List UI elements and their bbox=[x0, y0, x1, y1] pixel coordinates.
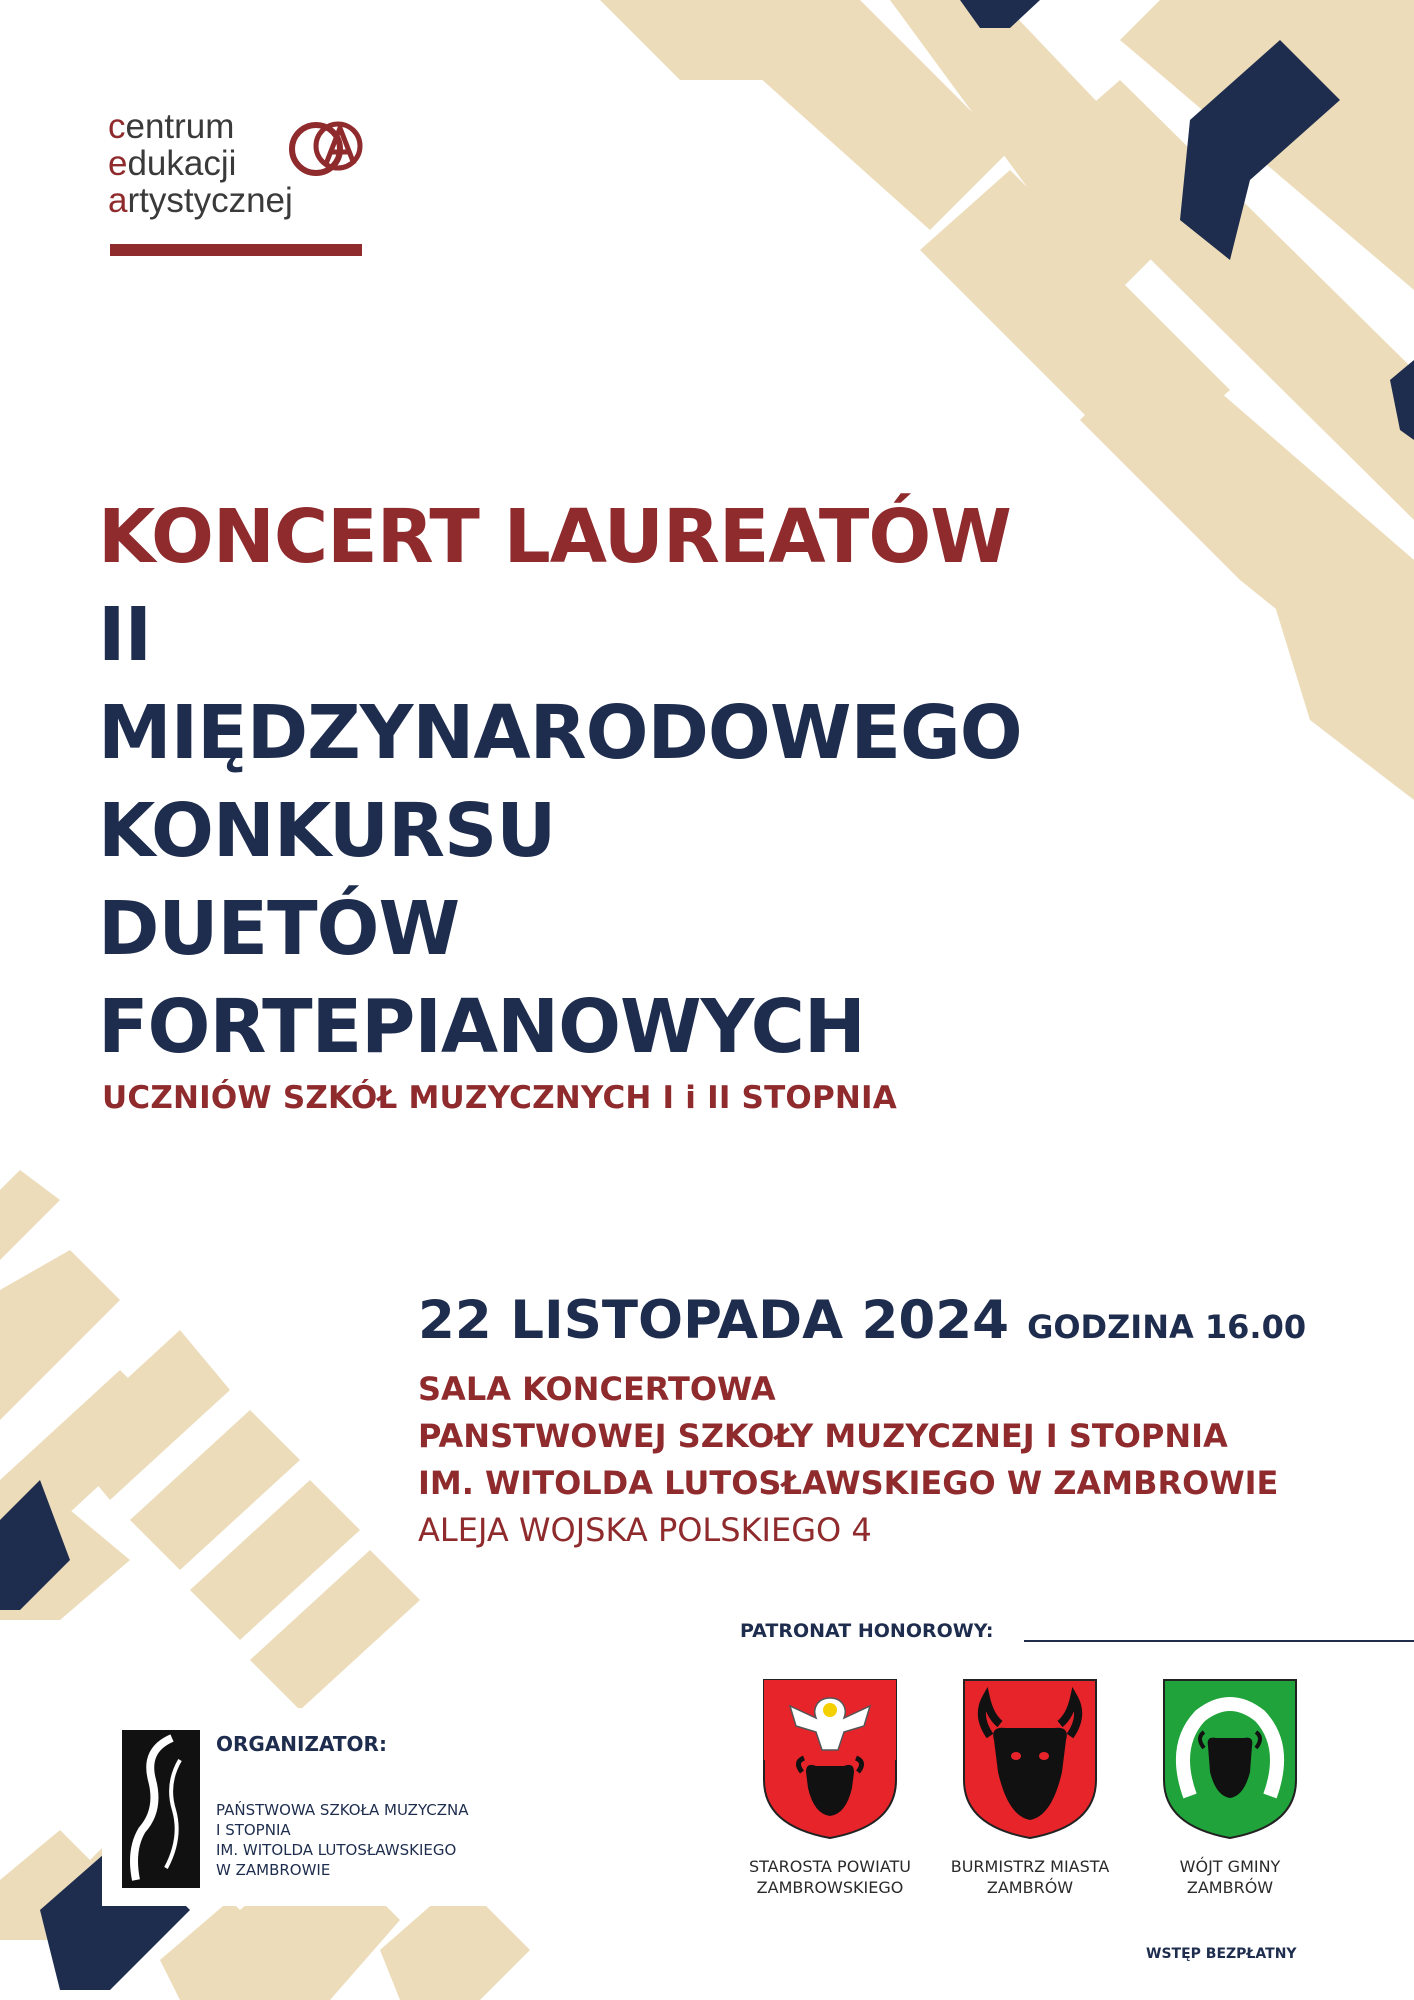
event-date-time bbox=[418, 1290, 1306, 1351]
logo-word-artystycznej: rtystycznej bbox=[127, 181, 293, 220]
event-venue bbox=[418, 1366, 1278, 1554]
event-time: GODZINA 16.00 bbox=[1027, 1308, 1307, 1346]
venue-line-1: SALA KONCERTOWA bbox=[418, 1370, 776, 1408]
town-crest-icon bbox=[960, 1676, 1100, 1842]
organizer-line-3: IM. WITOLDA LUTOSŁAWSKIEGO bbox=[216, 1841, 457, 1859]
town-caption bbox=[930, 1856, 1130, 1898]
event-date: 22 LISTOPADA 2024 bbox=[418, 1290, 1010, 1351]
cea-logo bbox=[108, 108, 378, 268]
commune-caption-line-1: WÓJT GMINY bbox=[1179, 1857, 1281, 1876]
commune-caption-line-2: ZAMBRÓW bbox=[1186, 1878, 1274, 1897]
logo-letter-e: e bbox=[108, 144, 128, 183]
title-subtitle: UCZNIÓW SZKÓŁ MUZYCZNYCH I i II STOPNIA bbox=[102, 1080, 897, 1116]
town-caption-line-1: BURMISTRZ MIASTA bbox=[950, 1857, 1110, 1876]
patronage-label: PATRONAT HONOROWY: bbox=[740, 1620, 994, 1642]
organizer-box bbox=[102, 1708, 528, 1906]
county-crest-icon bbox=[760, 1676, 900, 1842]
organizer-line-1: PAŃSTWOWA SZKOŁA MUZYCZNA bbox=[216, 1801, 469, 1819]
organizer-name bbox=[216, 1800, 469, 1880]
concert-title bbox=[98, 488, 1198, 1076]
logo-letter-c: c bbox=[108, 107, 126, 146]
free-admission: WSTĘP BEZPŁATNY bbox=[1146, 1946, 1297, 1962]
cea-monogram-icon bbox=[286, 116, 374, 182]
venue-line-3: IM. WITOLDA LUTOSŁAWSKIEGO W ZAMBROWIE bbox=[418, 1464, 1279, 1502]
county-caption-line-1: STAROSTA POWIATU bbox=[748, 1857, 912, 1876]
title-line-2: II bbox=[98, 592, 152, 678]
title-line-4: KONKURSU bbox=[98, 788, 556, 874]
town-caption-line-2: ZAMBRÓW bbox=[986, 1878, 1074, 1897]
school-logo-icon bbox=[122, 1730, 200, 1888]
commune-crest-icon bbox=[1160, 1676, 1300, 1842]
logo-word-edukacji: dukacji bbox=[127, 144, 237, 183]
title-line-5: DUETÓW bbox=[98, 886, 460, 972]
patronage-divider bbox=[1024, 1640, 1414, 1642]
organizer-line-2: I STOPNIA bbox=[216, 1821, 291, 1839]
organizer-label: ORGANIZATOR: bbox=[216, 1732, 387, 1756]
venue-address: ALEJA WOJSKA POLSKIEGO 4 bbox=[418, 1511, 872, 1549]
title-line-1: KONCERT LAUREATÓW bbox=[98, 494, 1011, 580]
logo-underline bbox=[110, 244, 362, 256]
title-line-6: FORTEPIANOWYCH bbox=[98, 984, 865, 1070]
county-caption bbox=[730, 1856, 930, 1898]
organizer-line-4: W ZAMBROWIE bbox=[216, 1861, 331, 1879]
commune-caption bbox=[1130, 1856, 1330, 1898]
logo-word-centrum: entrum bbox=[125, 107, 235, 146]
logo-letter-a: a bbox=[108, 181, 128, 220]
county-caption-line-2: ZAMBROWSKIEGO bbox=[756, 1878, 904, 1897]
title-line-3: MIĘDZYNARODOWEGO bbox=[98, 690, 1022, 776]
venue-line-2: PANSTWOWEJ SZKOŁY MUZYCZNEJ I STOPNIA bbox=[418, 1417, 1228, 1455]
logo-wordmark bbox=[108, 108, 293, 219]
